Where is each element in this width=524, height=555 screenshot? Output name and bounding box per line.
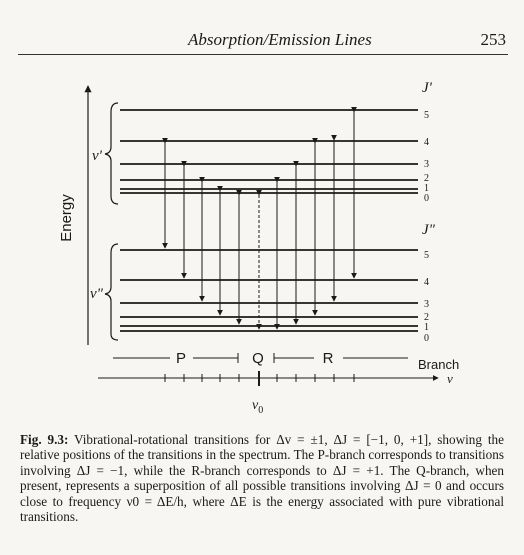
figure-caption-text: Vibrational-rotational transitions for Δv = ±1, ΔJ = [−1, 0, +1], showing the relative positions of the transitions in the spectrum. The P-branch corresponds to transitions involving ΔJ = −1, while the R-branch corresponds to ΔJ = +1. The Q-branch, when present, represents a superposition of all possible transitions involving ΔJ = 0 and occurs close to frequency ν0 = ΔE/h, where ΔE is the energy associated with pure vibrational transitions. xyxy=(20,432,504,525)
lower-level-label-3: 3 xyxy=(424,299,429,310)
branch-q-label: Q xyxy=(252,350,264,367)
page-number: 253 xyxy=(480,30,506,49)
upper-level-label-5: 5 xyxy=(424,110,429,121)
lower-level-label-0: 0 xyxy=(424,333,429,344)
transition-arrows xyxy=(165,112,354,329)
upper-level-label-0: 0 xyxy=(424,193,429,204)
lower-vib-label: v" xyxy=(90,286,103,302)
upper-vib-brace xyxy=(105,103,118,204)
figure-label: Fig. 9.3: xyxy=(20,432,69,447)
upper-j-label: J' xyxy=(422,80,432,96)
energy-axis-label: Energy xyxy=(58,194,75,242)
lower-vib-brace xyxy=(105,244,118,340)
frequency-axis-label: ν xyxy=(447,371,453,386)
upper-level-label-4: 4 xyxy=(424,137,429,148)
upper-level-label-1: 1 xyxy=(424,183,429,194)
lower-level-label-1: 1 xyxy=(424,322,429,333)
lower-level-label-2: 2 xyxy=(424,312,429,323)
running-title: Absorption/Emission Lines xyxy=(188,30,372,49)
upper-vib-label: v' xyxy=(92,148,102,164)
nu0-label: $\nu_0$ xyxy=(252,398,264,416)
branch-r-label: R xyxy=(322,350,334,367)
figure-caption xyxy=(20,432,504,524)
upper-level-label-3: 3 xyxy=(424,159,429,170)
branch-p-label: P xyxy=(175,350,187,367)
lower-level-label-5: 5 xyxy=(424,250,429,261)
lower-j-label: J" xyxy=(422,222,435,238)
lower-level-label-4: 4 xyxy=(424,277,429,288)
lower-levels xyxy=(120,250,418,331)
branch-label: Branch xyxy=(418,357,460,372)
upper-level-label-2: 2 xyxy=(424,173,429,184)
